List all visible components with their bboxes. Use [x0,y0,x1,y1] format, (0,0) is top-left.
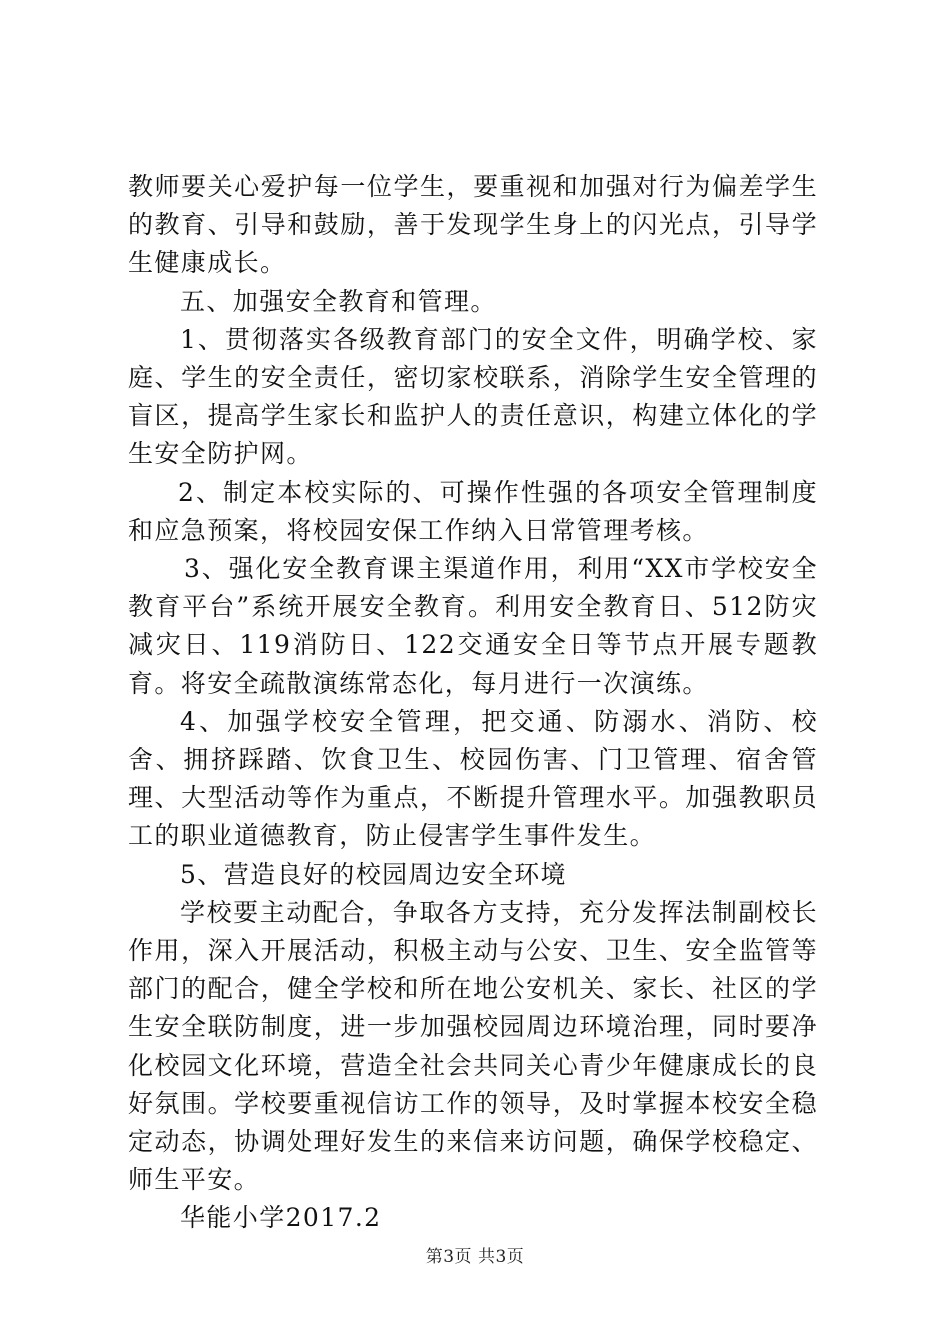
paragraph-item-5-heading: 5、营造良好的校园周边安全环境 [180,859,567,889]
section-heading-five: 五、加强安全教育和管理。 [180,286,497,316]
document-body [128,168,818,1238]
paragraph-item-4: 4、加强学校安全管理，把交通、防溺水、消防、校舍、拥挤踩踏、饮食卫生、校园伤害、门卫管理、宿舍管理、大型活动等作为重点，不断提升管理水平。加强教职员工的职业道德教育，防止侵害学生事件发生。 [128,706,818,851]
paragraph-item-3: 3、强化安全教育课主渠道作用，利用“XX市学校安全教育平台”系统开展安全教育。利用安全教育日、512防灾减灾日、119消防日、122交通安全日等节点开展专题教育。将安全疏散演练常态化，每月进行一次演练。 [128,554,818,698]
page-footer: 第3页 共3页 [425,1247,525,1267]
paragraph-item-2: 2、制定本校实际的、可操作性强的各项安全管理制度和应急预案，将校园安保工作纳入日常管理考核。 [128,477,818,545]
paragraph-continuation: 教师要关心爱护每一位学生，要重视和加强对行为偏差学生的教育、引导和鼓励，善于发现学生身上的闪光点，引导学生健康成长。 [128,172,818,278]
paragraph-item-1: 1、贯彻落实各级教育部门的安全文件，明确学校、家庭、学生的安全责任，密切家校联系，消除学生安全管理的盲区，提高学生家长和监护人的责任意识，构建立体化的学生安全防护网。 [128,324,818,469]
paragraph-item-5-body: 学校要主动配合，争取各方支持，充分发挥法制副校长作用，深入开展活动，积极主动与公安、卫生、安全监管等部门的配合，健全学校和所在地公安机关、家长、社区的学生安全联防制度，进一步加强校园周边环境治理，同时要净化校园文化环境，营造全社会共同关心青少年健康成长的良好氛围。学校要重视信访工作的领导，及时掌握本校安全稳定动态，协调处理好发生的来信来访问题，确保学校稳定、师生平安。 [128,897,818,1195]
signature-line: 华能小学2017.2 [180,1203,382,1233]
